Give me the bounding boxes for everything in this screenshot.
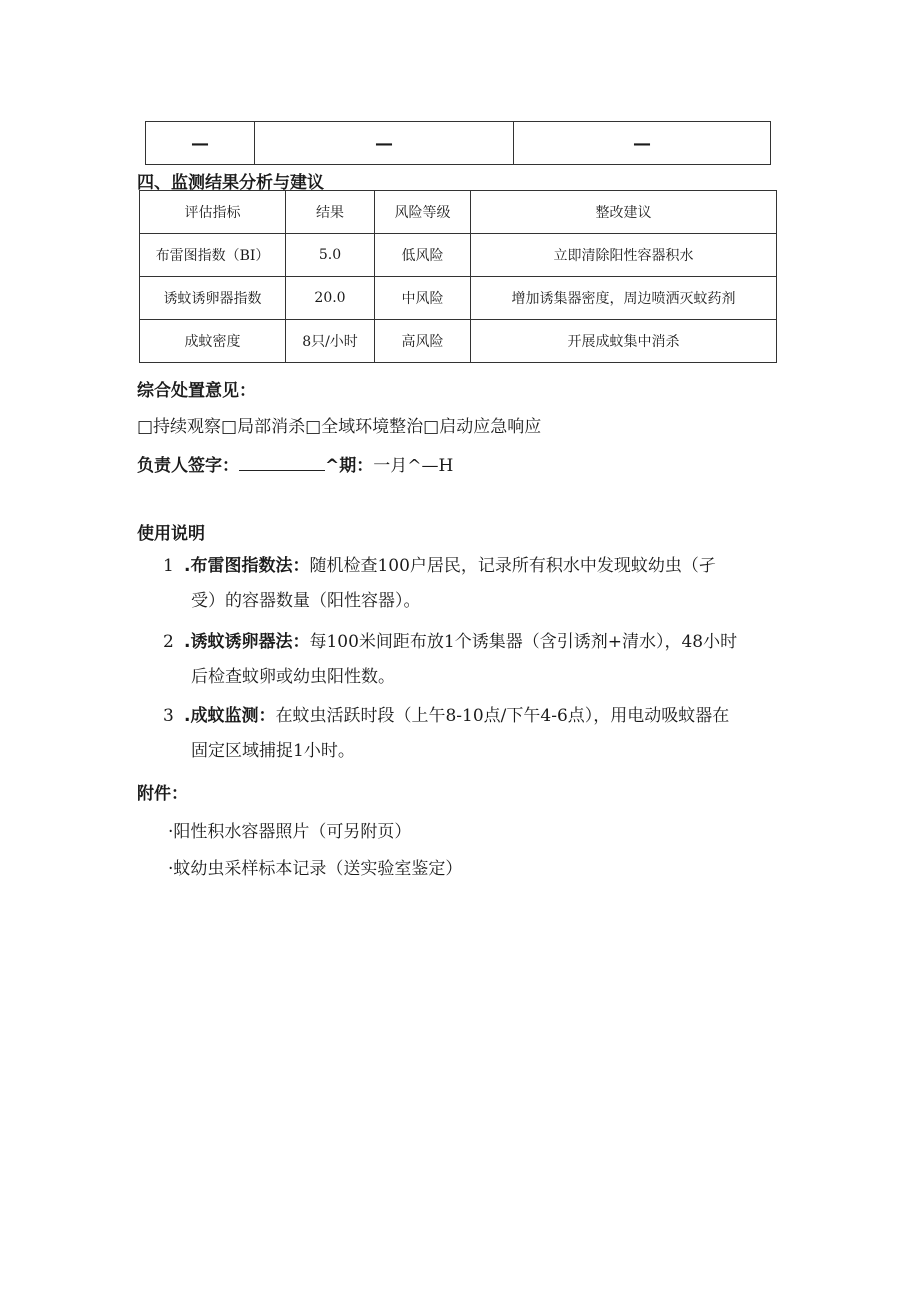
attachment-item: ·蚊幼虫采样标本记录（送实验室鉴定）	[168, 859, 463, 879]
item-text: 在蚊虫活跃时段（上午8-10点/下午4-6点），用电动吸蚊器在	[275, 706, 730, 726]
table-cell: 成蚊密度	[140, 320, 286, 363]
item-text-cont: 固定区域捕捉1小时。	[191, 741, 355, 761]
risk-assessment-table	[139, 190, 777, 363]
item-label: .布雷图指数法：	[184, 556, 310, 576]
table-cell: 8只/小时	[286, 320, 375, 363]
table-cell: 立即清除阳性容器积水	[471, 234, 777, 277]
item-label: .成蚊监测：	[184, 706, 276, 726]
table-cell: 中风险	[375, 277, 471, 320]
signature-line	[137, 451, 453, 476]
instructions-title: 使用说明	[137, 524, 205, 544]
table-cell: 诱蚊诱卵器指数	[140, 277, 286, 320]
column-header: 风险等级	[375, 191, 471, 234]
instruction-item	[184, 699, 794, 769]
date-value: 一月^—H	[373, 456, 454, 476]
item-number: 2	[163, 632, 174, 652]
table-cell: 开展成蚊集中消杀	[471, 320, 777, 363]
column-header: 结果	[286, 191, 375, 234]
table-cell: —	[255, 122, 514, 165]
attachment-item: ·阳性积水容器照片（可另附页）	[168, 822, 412, 842]
table-cell: —	[146, 122, 255, 165]
item-number: 1	[163, 556, 174, 576]
item-label: .诱蚊诱卵器法：	[184, 632, 310, 652]
column-header: 整改建议	[471, 191, 777, 234]
table-cell: —	[514, 122, 771, 165]
table-row	[140, 277, 777, 320]
table-header-row	[140, 191, 777, 234]
item-number: 3	[163, 706, 174, 726]
table-cell: 20.0	[286, 277, 375, 320]
column-header: 评估指标	[140, 191, 286, 234]
signature-blank	[239, 454, 325, 471]
table-row	[140, 234, 777, 277]
signature-label: 负责人签字：	[137, 456, 239, 476]
item-text-cont: 受）的容器数量（阳性容器）。	[191, 591, 421, 611]
item-text-cont: 后检查蚊卵或幼虫阳性数。	[191, 667, 395, 687]
instruction-item	[184, 625, 784, 695]
section-heading: 四、监测结果分析与建议	[137, 173, 324, 193]
item-text: 每100米间距布放1个诱集器（含引诱剂+清水），48小时	[309, 632, 738, 652]
table-cell: 增加诱集器密度，周边喷洒灭蚊药剂	[471, 277, 777, 320]
item-text: 随机检查100户居民，记录所有积水中发现蚊幼虫（孑	[309, 556, 716, 576]
date-label: ^期：	[325, 456, 374, 476]
instruction-item	[184, 549, 784, 619]
attachments-title: 附件：	[137, 784, 188, 804]
table-row	[146, 122, 771, 165]
table-cell: 布雷图指数（BI）	[140, 234, 286, 277]
table-row	[140, 320, 777, 363]
table-cell: 高风险	[375, 320, 471, 363]
opinion-options: □持续观察□局部消杀□全域环境整治□启动应急响应	[137, 417, 542, 437]
table-cell: 低风险	[375, 234, 471, 277]
table-cell: 5.0	[286, 234, 375, 277]
opinion-title: 综合处置意见：	[137, 381, 256, 401]
top-table	[145, 121, 771, 165]
